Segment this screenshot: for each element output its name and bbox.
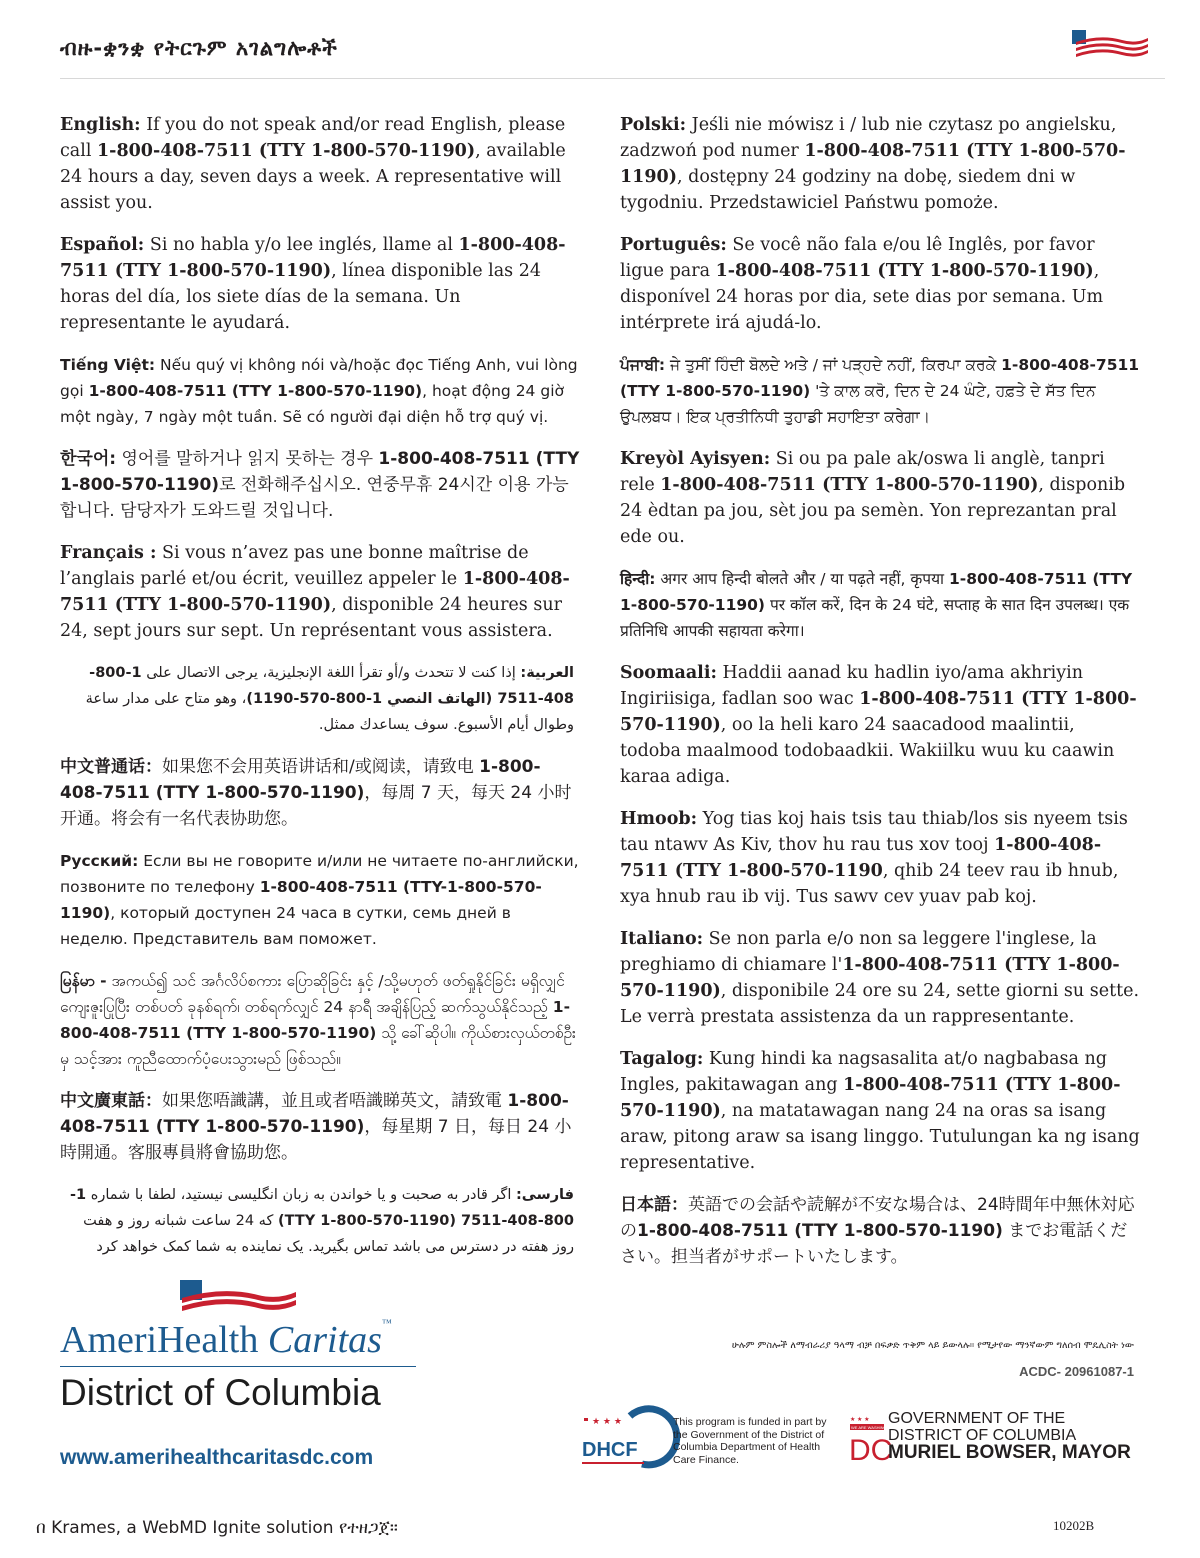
document-number: 10202B xyxy=(1053,1518,1095,1533)
lang-japanese: 日本語：英語での会話や読解が不安な場合は、24時間年中無休対応の1-800-408-7511 (TTY 1-800-570-1190) までお電話ください。担当者がサポートいたします。 xyxy=(620,1195,1135,1267)
lang-burmese: မြန်မာ - အကယ်၍ သင် အင်္ဂလိပ်စကား ပြောဆိုခြင်း နှင့် /သို့မဟုတ် ဖတ်ရှုနိုင်ခြင်း မရှိလျှင် ကျေးဇူးပြုပြီး တစ်ပတ် ခုနစ်ရက်၊ တစ်ရက်လျှင် 24 နာရီ အချိန်ပြည့် ဆက်သွယ်နိုင်သည့် 1-800-408-7511 (TTY 1-800-570-1190) သို့ ခေါ်ဆိုပါ။ ကိုယ်စားလှယ်တစ်ဦးမှ သင့်အား ကူညီထောက်ပံ့ပေးသွားမည် ဖြစ်သည်။ xyxy=(60,972,576,1068)
lang-arabic: العربية: إذا كنت لا تتحدث و/أو تقرأ اللغة الإنجليزية، يرجى الاتصال على 1-800-408-7511 (الهاتف النصي 1-800-570-1190)، وهو متاح على مدار ساعة وطوال أيام الأسبوع. سوف يساعدك ممثل. xyxy=(85,665,574,733)
dhcf-funding-note: This program is funded in part by the Government of the District of Columbia Department of Health Care Finance. xyxy=(673,1416,827,1466)
lang-somali: Soomaali: Haddii aanad ku hadlin iyo/ama akhriyin Ingiriisiga, fadlan soo wac 1-800-408-7511 (TTY 1-800-570-1190), oo la heli karo 24 saacadood maalintii, todoba maalmood todobaadkii. Wakiilku wuu ku caawin karaa adiga. xyxy=(620,663,1137,787)
lang-punjabi: ਪੰਜਾਬੀ: ਜੇ ਤੁਸੀਂ ਹਿੰਦੀ ਬੋਲਦੇ ਅਤੇ / ਜਾਂ ਪੜ੍ਹਦੇ ਨਹੀਂ, ਕਿਰਪਾ ਕਰਕੇ 1-800-408-7511 (TTY 1-800-570-1190) 'ਤੇ ਕਾਲ ਕਰੋ, ਦਿਨ ਦੇ 24 ਘੰਟੇ, ਹਫ਼ਤੇ ਦੇ ਸੱਤ ਦਿਨ ਉਪਲਬਧ। ਇਕ ਪ੍ਰਤੀਨਿਧੀ ਤੁਹਾਡੀ ਸਹਾਇਤਾ ਕਰੇਗਾ। xyxy=(620,356,1140,426)
header-divider xyxy=(60,78,1165,79)
dc-government-text: GOVERNMENT OF THE DISTRICT OF COLUMBIA MURIEL BOWSER, MAYOR xyxy=(888,1410,1131,1463)
dc-government-logo xyxy=(848,1414,896,1467)
lang-italian: Italiano: Se non parla e/o non sa leggere l'inglese, la preghiamo di chiamare l'1-800-408-7511 (TTY 1-800-570-1190), disponibile 24 ore su 24, sette giorni su sette. Le verrà prestata assistenza da un rappresentante. xyxy=(620,929,1140,1027)
lang-vietnamese: Tiếng Việt: Nếu quý vị không nói và/hoặc đọc Tiếng Anh, vui lòng gọi 1-800-408-7511 (TTY 1-800-570-1190), hoạt động 24 giờ một ngày, 7 ngày một tuần. Sẽ có người đại diện hỗ trợ quý vị. xyxy=(60,356,578,426)
lang-russian: Русский: Если вы не говорите и/или не читаете по-английски, позвоните по телефону 1-800-408-7511 (TTY-1-800-570-1190), который доступен 24 часа в сутки, семь дней в неделю. Представитель вам поможет. xyxy=(60,852,579,948)
krames-credit: በ Krames, a WebMD Ignite solution የተዘጋጀ። xyxy=(36,1518,398,1538)
photo-disclaimer: ሁሉም ምስሎች ለማብራሪያ ዓላማ ብቻ በፍቃድ ጥቅም ላይ ይውላሉ። የሚታየው ማንኛውም ግለሰብ ሞዴሊስት ነው xyxy=(731,1340,1134,1351)
lang-hmong: Hmoob: Yog tias koj hais tsis tau thiab/los sis nyeem tsis tau ntawv As Kiv, thov hu rau tus xov tooj 1-800-408-7511 (TTY 1-800-570-1190, qhib 24 teev rau ib hnub, xya hnub rau ib vij. Tus sawv cev yuav pab koj. xyxy=(620,809,1128,907)
dhcf-abbrev: DHCF xyxy=(582,1439,638,1461)
lang-haitian-creole: Kreyòl Ayisyen: Si ou pa pale ak/oswa li anglè, tanpri rele 1-800-408-7511 (TTY 1-800-570-1190), disponib 24 èdtan pa jou, sèt jou pa semèn. Yon reprezantan pral ede ou. xyxy=(620,449,1126,547)
lang-spanish: Español: Si no habla y/o lee inglés, llame al 1-800-408-7511 (TTY 1-800-570-1190), línea disponible las 24 horas del día, los siete días de la semana. Un representante le ayudará. xyxy=(60,235,566,333)
lang-hindi: हिन्दी: अगर आप हिन्दी बोलते और / या पढ़ते नहीं, कृपया 1-800-408-7511 (TTY 1-800-570-1190) पर कॉल करें, दिन के 24 घंटे, सप्ताह के सात दिन उपलब्ध। एक प्रतिनिधि आपकी सहायता करेगा। xyxy=(620,570,1133,640)
lang-polish: Polski: Jeśli nie mówisz i / lub nie czytasz po angielsku, zadzwoń pod numer 1-800-408-7511 (TTY 1-800-570-1190), dostępny 24 godziny na dobę, siedem dni w tygodniu. Przedstawiciel Państwu pomoże. xyxy=(620,115,1126,213)
dhcf-logo xyxy=(580,1412,670,1472)
lang-korean: 한국어: 영어를 말하거나 읽지 못하는 경우 1-800-408-7511 (TTY 1-800-570-1190)로 전화해주십시오. 연중무휴 24시간 이용 가능합니다. 담당자가 도와드릴 것입니다. xyxy=(60,449,580,521)
right-language-column xyxy=(620,112,1140,1286)
dc-badge-small: WE ARE WASHINGTON xyxy=(851,1425,896,1430)
svg-text:★ ★ ★: ★ ★ ★ xyxy=(592,1417,622,1427)
lang-cantonese: 中文廣東話：如果您唔識講，並且或者唔識睇英文，請致電 1-800-408-7511 (TTY 1-800-570-1190)，每星期 7 日，每日 24 小時開通。客服專員將會協助您。 xyxy=(60,1091,572,1163)
website-link[interactable]: www.amerihealthcaritasdc.com xyxy=(60,1446,374,1469)
header-title: ብዙ-ቋንቋ የትርጉም አገልግሎቶች xyxy=(60,36,338,60)
lang-mandarin: 中文普通话：如果您不会用英语讲话和/或阅读，请致电 1-800-408-7511 (TTY 1-800-570-1190)，每周 7 天，每天 24 小时开通。将会有一名代表协助您。 xyxy=(60,757,572,829)
logo-divider xyxy=(60,1366,416,1367)
lang-french: Français : Si vous n’avez pas une bonne maîtrise de l’anglais parlé et/ou écrit, veuillez appeler le 1-800-408-7511 (TTY 1-800-570-1190), disponible 24 heures sur 24, sept jours sur sept. Un représentant vous assistera. xyxy=(60,543,570,641)
lang-portuguese: Português: Se você não fala e/ou lê Inglês, por favor ligue para 1-800-408-7511 (TTY 1-800-570-1190), disponível 24 horas por dia, sete dias por semana. Um intérprete irá ajudá-lo. xyxy=(620,235,1104,333)
lang-farsi: فارسی: اگر قادر به صحبت و یا خواندن به زبان انگلیسی نیستید، لطفا با شماره 1-800-408-7511 (TTY 1-800-570-1190) که 24 ساعت شبانه روز و هفت روز هفته در دسترس می باشد تماس بگیرید. یک نماینده به شما کمک خواهد کرد xyxy=(70,1187,574,1255)
lang-tagalog: Tagalog: Kung hindi ka nagsasalita at/o nagbabasa ng Ingles, pakitawagan ang 1-800-408-7511 (TTY 1-800-570-1190), na matatawagan nang 24 na oras sa isang araw, pitong araw sa isang linggo. Tutulungan ka ng isang representative. xyxy=(620,1049,1140,1173)
logo-subtitle: District of Columbia xyxy=(60,1372,381,1413)
dc-badge-big: DC xyxy=(849,1434,893,1467)
document-code: ACDC- 20961087-1 xyxy=(1019,1364,1134,1379)
amerihealth-caritas-logo: AmeriHealth Caritas™ xyxy=(60,1318,392,1361)
lang-english: English: If you do not speak and/or read English, please call 1-800-408-7511 (TTY 1-800-570-1190), available 24 hours a day, seven days a week. A representative will assist you. xyxy=(60,115,566,213)
left-language-column xyxy=(60,112,580,1276)
us-flag-icon xyxy=(1070,28,1150,62)
flag-ribbon-icon xyxy=(178,1278,298,1318)
svg-text:★ ★ ★: ★ ★ ★ xyxy=(850,1417,870,1423)
